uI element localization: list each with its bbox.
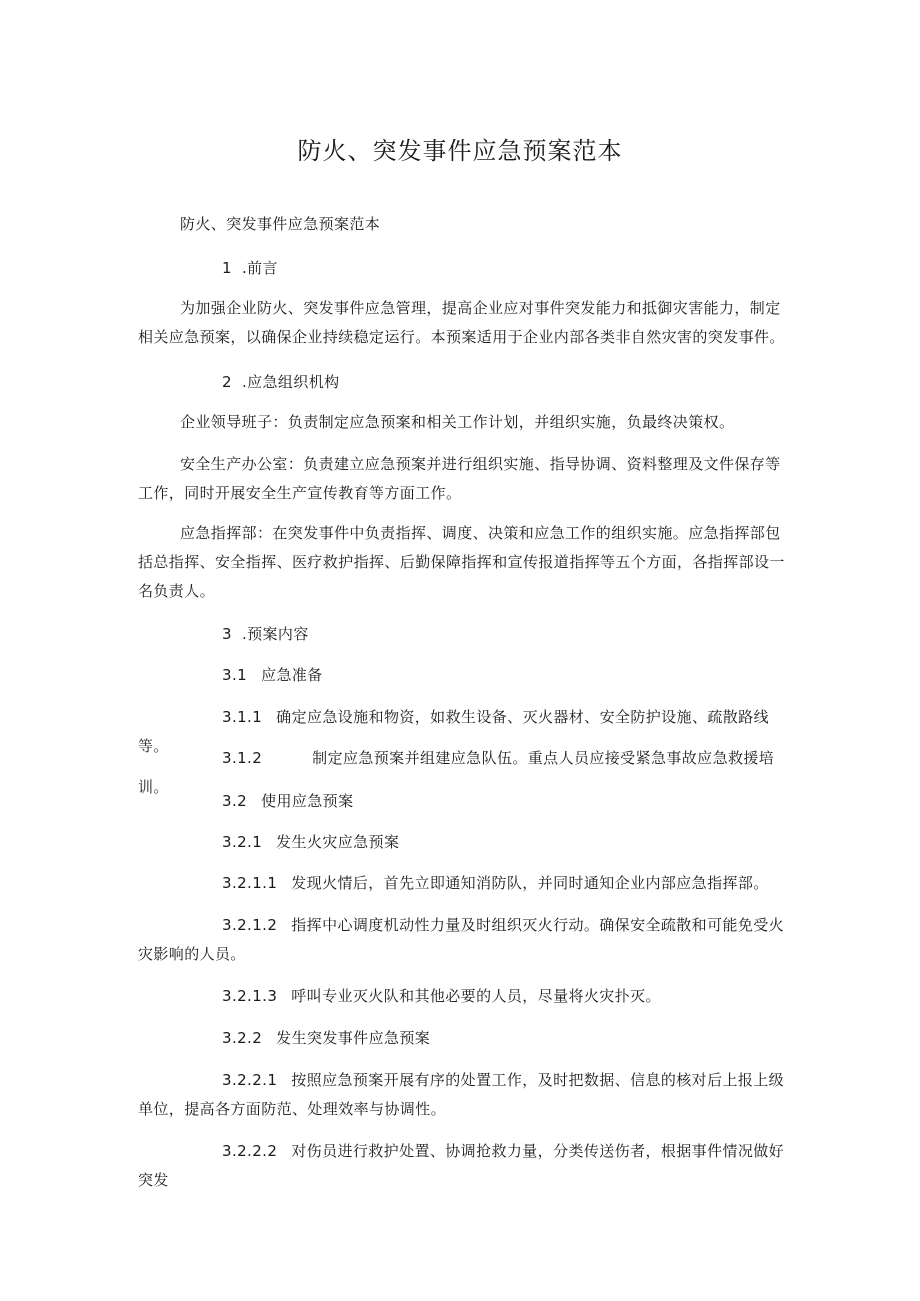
section-3-heading bbox=[138, 620, 792, 649]
section-title: .预案内容 bbox=[241, 625, 309, 643]
section-text: 按照应急预案开展有序的处置工作，及时把数据、信息的核对后上报上级单位，提高各方面防范、处理效率与协调性。 bbox=[138, 1071, 785, 1118]
section-number: 3 bbox=[222, 625, 232, 643]
section-text: 呼叫专业灭火队和其他必要的人员，尽量将火灾扑灭。 bbox=[291, 987, 661, 1005]
section-number: 3.2.1.3 bbox=[222, 987, 278, 1005]
section-title: 应急准备 bbox=[261, 666, 323, 684]
section-number: 3.2 bbox=[222, 792, 248, 810]
section-number: 1 bbox=[222, 259, 232, 277]
section-2-paragraph-1: 企业领导班子：负责制定应急预案和相关工作计划，并组织实施，负最终决策权。 bbox=[180, 413, 735, 431]
section-number: 3.1.2 bbox=[222, 749, 263, 767]
section-3-1-heading bbox=[138, 661, 792, 690]
section-2-paragraph-3: 应急指挥部：在突发事件中负责指挥、调度、决策和应急工作的组织实施。应急指挥部包括总指挥、安全指挥、医疗救护指挥、后勤保障指挥和宣传报道指挥等五个方面，各指挥部设一名负责人。 bbox=[138, 524, 785, 600]
section-title: .前言 bbox=[241, 259, 278, 277]
section-number: 3.1.1 bbox=[222, 708, 263, 726]
section-number: 3.2.1.1 bbox=[222, 874, 278, 892]
section-2-paragraph-2: 安全生产办公室：负责建立应急预案并进行组织实施、指导协调、资料整理及文件保存等工作，同时开展安全生产宣传教育等方面工作。 bbox=[138, 455, 781, 502]
section-3-2-1-heading bbox=[138, 828, 792, 857]
section-number: 3.2.1 bbox=[222, 833, 263, 851]
section-number: 3.2.2 bbox=[222, 1029, 263, 1047]
section-title: .应急组织机构 bbox=[241, 373, 340, 391]
section-3-2-2-heading bbox=[138, 1024, 792, 1053]
section-1-heading bbox=[138, 254, 792, 283]
document-title: 防火、突发事件应急预案范本 bbox=[297, 137, 623, 165]
section-3-2-1-2 bbox=[138, 911, 792, 969]
section-1-body: 为加强企业防火、突发事件应急管理，提高企业应对事件突发能力和抵御灾害能力，制定相关应急预案，以确保企业持续稳定运行。本预案适用于企业内部各类非自然灾害的突发事件。 bbox=[138, 299, 785, 346]
section-title: 发生火灾应急预案 bbox=[276, 833, 400, 851]
section-title: 使用应急预案 bbox=[261, 792, 354, 810]
section-text: 指挥中心调度机动性力量及时组织灭火行动。确保安全疏散和可能免受火灾影响的人员。 bbox=[138, 916, 785, 963]
section-text: 对伤员进行救护处置、协调抢救力量，分类传送伤者，根据事件情况做好突发 bbox=[138, 1142, 785, 1189]
section-text: 发现火情后，首先立即通知消防队，并同时通知企业内部应急指挥部。 bbox=[291, 874, 769, 892]
section-number: 3.2.2.2 bbox=[222, 1142, 278, 1160]
section-number: 3.2.1.2 bbox=[222, 916, 278, 934]
section-number: 2 bbox=[222, 373, 232, 391]
document-subtitle: 防火、突发事件应急预案范本 bbox=[180, 215, 381, 233]
section-number: 3.2.2.1 bbox=[222, 1071, 278, 1089]
section-3-2-2-1 bbox=[138, 1066, 792, 1124]
section-3-2-2-2 bbox=[138, 1137, 792, 1195]
section-title: 发生突发事件应急预案 bbox=[276, 1029, 431, 1047]
section-number: 3.1 bbox=[222, 666, 248, 684]
section-3-2-heading bbox=[138, 787, 792, 816]
section-text: 确定应急设施和物资，如救生设备、灭火器材、安全防护设施、疏散路线等。 bbox=[138, 708, 769, 755]
section-3-2-1-1 bbox=[138, 869, 792, 898]
section-2-heading bbox=[138, 368, 792, 397]
section-text: 制定应急预案并组建应急队伍。重点人员应接受紧急事故应急救援培训。 bbox=[138, 749, 775, 796]
section-3-2-1-3 bbox=[138, 982, 792, 1011]
